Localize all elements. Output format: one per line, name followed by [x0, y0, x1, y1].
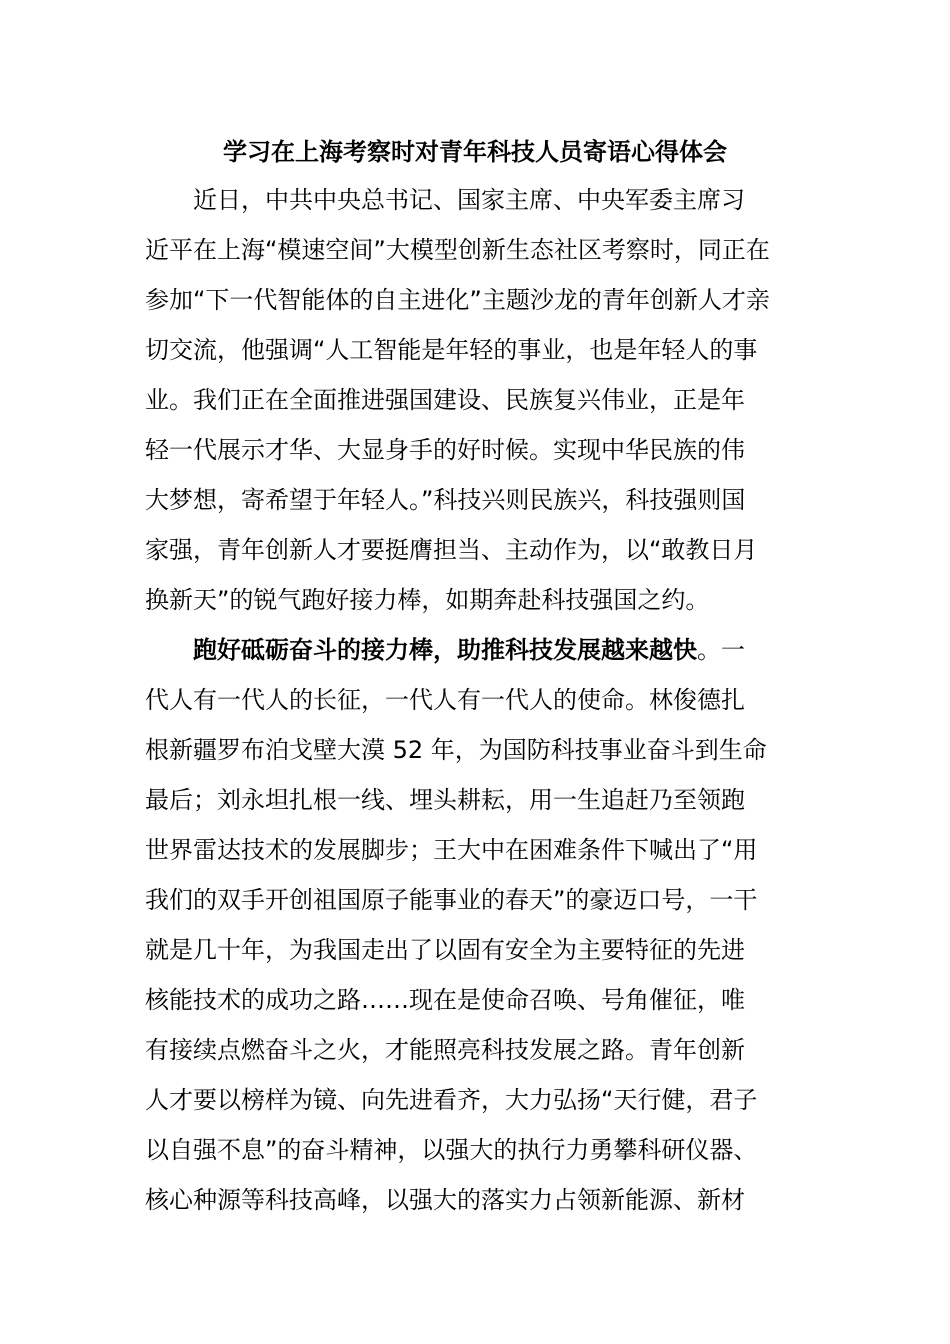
paragraph1-line: 家强，青年创新人才要挺膺担当、主动作为，以“敢教日月: [145, 536, 758, 564]
paragraph1-line: 大梦想，寄希望于年轻人。”科技兴则民族兴，科技强则国: [145, 486, 746, 514]
section-heading: 跑好砥砺奋斗的接力棒，助推科技发展越来越快: [193, 636, 697, 664]
paragraph1-line: 近日，中共中央总书记、国家主席、中央军委主席习: [193, 186, 745, 214]
paragraph2-first-line: [193, 630, 873, 670]
paragraph2-line: 有接续点燃奋斗之火，才能照亮科技发展之路。青年创新: [145, 1036, 745, 1064]
paragraph1-line: 参加“下一代智能体的自主进化”主题沙龙的青年创新人才亲: [145, 286, 770, 314]
paragraph2-line: 以自强不息”的奋斗精神，以强大的执行力勇攀科研仪器、: [145, 1136, 758, 1164]
paragraph1-line: 近平在上海“模速空间”大模型创新生态社区考察时，同正在: [145, 236, 770, 264]
paragraph2-line: 代人有一代人的长征，一代人有一代人的使命。林俊德扎: [145, 686, 745, 714]
paragraph2-line: 核能技术的成功之路……现在是使命召唤、号角催征，唯: [145, 986, 745, 1014]
paragraph2-line: 我们的双手开创祖国原子能事业的春天”的豪迈口号，一干: [145, 886, 758, 914]
paragraph2-line: 根新疆罗布泊戈壁大漠 52 年，为国防科技事业奋斗到生命: [145, 736, 767, 764]
paragraph1-line: 业。我们正在全面推进强国建设、民族复兴伟业，正是年: [145, 386, 745, 414]
paragraph1-line: 轻一代展示才华、大显身手的好时候。实现中华民族的伟: [145, 436, 745, 464]
paragraph1-line: 切交流，他强调“人工智能是年轻的事业，也是年轻人的事: [145, 336, 758, 364]
paragraph2-line: 就是几十年，为我国走出了以固有安全为主要特征的先进: [145, 936, 745, 964]
paragraph2-line: 世界雷达技术的发展脚步；王大中在困难条件下喊出了“用: [145, 836, 758, 864]
document-title: 学习在上海考察时对青年科技人员寄语心得体会: [223, 138, 727, 166]
paragraph2-line: 最后；刘永坦扎根一线、埋头耕耘，用一生追赶乃至领跑: [145, 786, 745, 814]
paragraph2-line: 核心种源等科技高峰，以强大的落实力占领新能源、新材: [145, 1186, 745, 1214]
paragraph2-line: 人才要以榜样为镜、向先进看齐，大力弘扬“天行健，君子: [145, 1086, 758, 1114]
paragraph1-line: 换新天”的锐气跑好接力棒，如期奔赴科技强国之约。: [145, 586, 710, 614]
heading-tail: 。一: [697, 636, 745, 664]
